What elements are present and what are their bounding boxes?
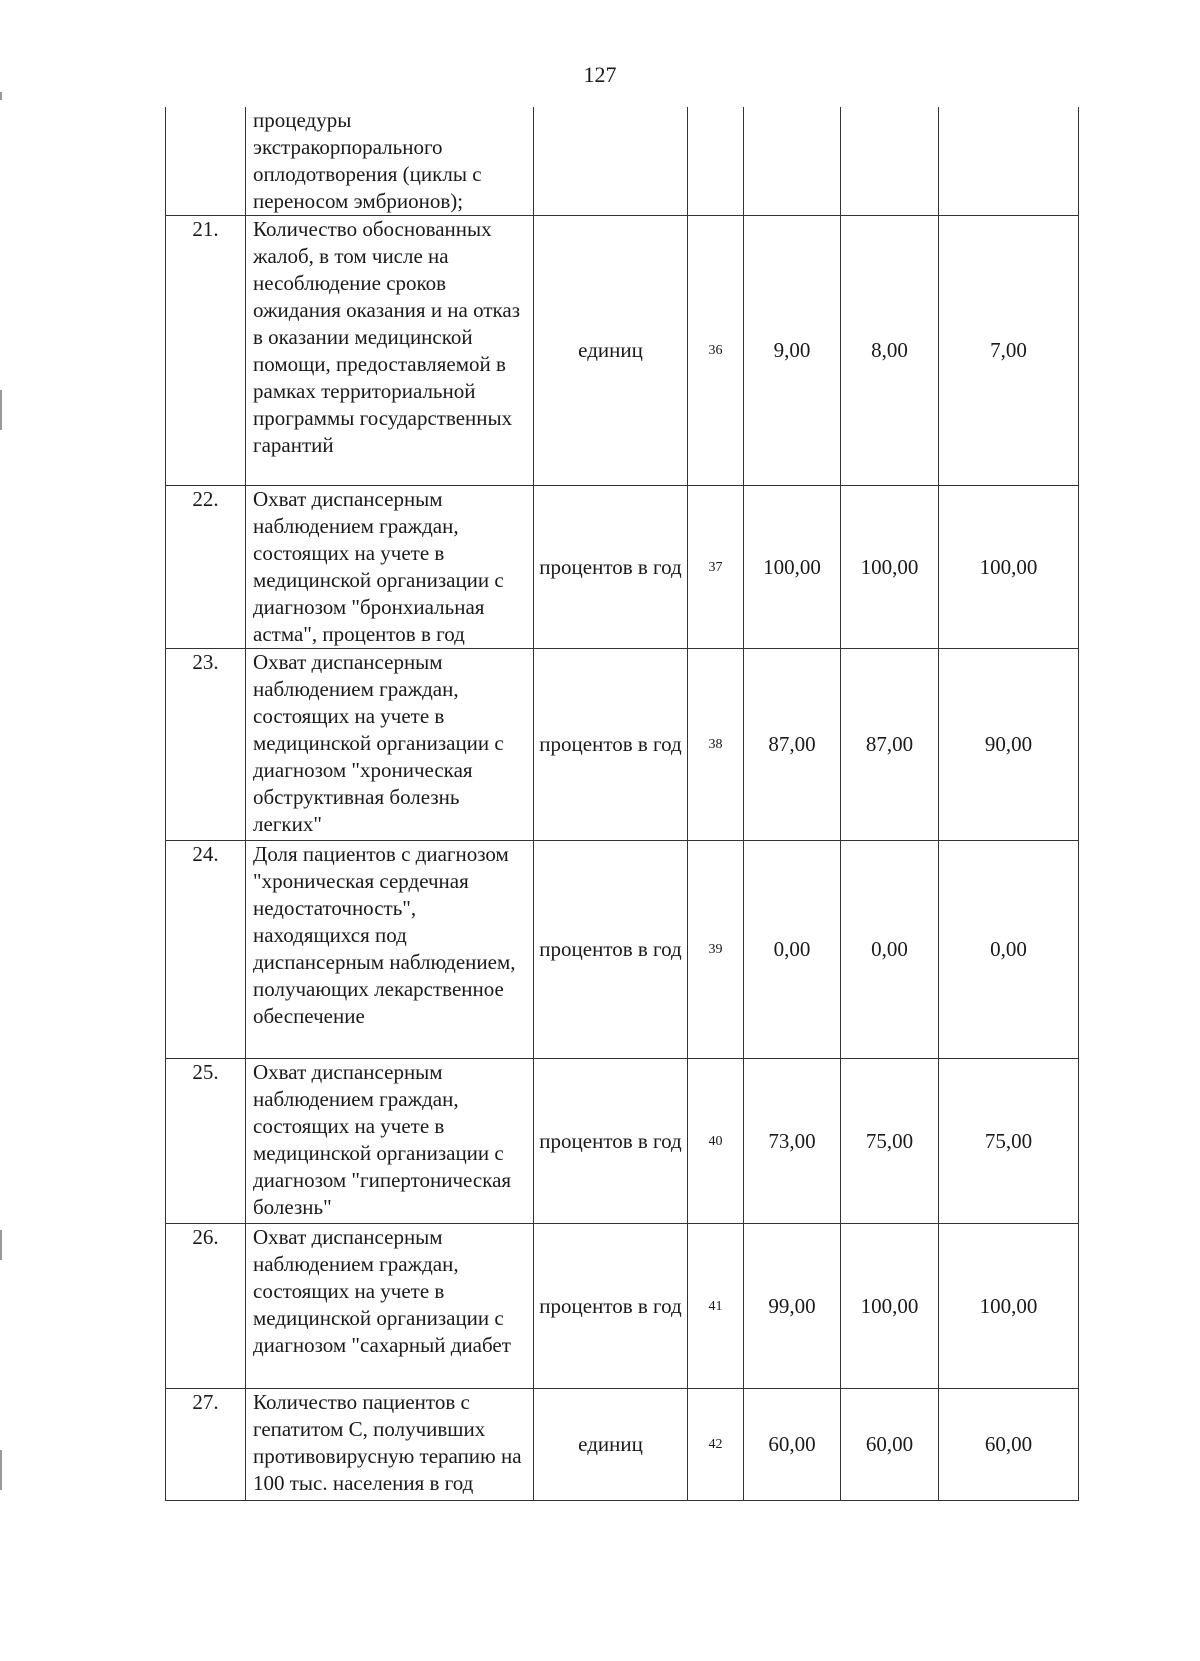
code-cell: 40 — [688, 1059, 744, 1224]
value-3: 0,00 — [939, 841, 1079, 1059]
indicator-name: Количество обоснованных жалоб, в том числе на несоблюдение сроков ожидания оказания и на отказ в оказании медицинской помощи, предоставляемой в рамках территориальной программы государственных гарантий — [246, 216, 534, 486]
table-row — [166, 649, 1079, 841]
unit-cell: процентов в год — [534, 1059, 688, 1224]
table-row — [166, 107, 1079, 216]
table-row — [166, 216, 1079, 486]
indicator-name: Количество пациентов с гепатитом С, получивших противовирусную терапию на 100 тыс. населения в год — [246, 1389, 534, 1501]
row-number: 26. — [166, 1224, 246, 1389]
table-row — [166, 486, 1079, 649]
value-2: 100,00 — [841, 486, 939, 649]
value-1: 9,00 — [744, 216, 841, 486]
row-number: 22. — [166, 486, 246, 649]
value-3 — [939, 107, 1079, 216]
value-3: 75,00 — [939, 1059, 1079, 1224]
row-number: 25. — [166, 1059, 246, 1224]
page-number: 127 — [583, 62, 617, 87]
row-number — [166, 107, 246, 216]
table-row — [166, 841, 1079, 1059]
code-cell — [688, 107, 744, 216]
value-1 — [744, 107, 841, 216]
unit-cell: единиц — [534, 216, 688, 486]
unit-cell: процентов в год — [534, 841, 688, 1059]
code-cell: 37 — [688, 486, 744, 649]
value-2: 100,00 — [841, 1224, 939, 1389]
row-number: 27. — [166, 1389, 246, 1501]
value-1: 73,00 — [744, 1059, 841, 1224]
indicator-name: Охват диспансерным наблюдением граждан, состоящих на учете в медицинской организации с диагнозом "сахарный диабет — [246, 1224, 534, 1389]
value-2: 0,00 — [841, 841, 939, 1059]
code-cell: 42 — [688, 1389, 744, 1501]
unit-cell — [534, 107, 688, 216]
indicators-table — [165, 107, 1079, 1501]
indicator-name: Доля пациентов с диагнозом "хроническая сердечная недостаточность", находящихся под диспансерным наблюдением, получающих лекарственное обеспечение — [246, 841, 534, 1059]
unit-cell: единиц — [534, 1389, 688, 1501]
indicator-name: Охват диспансерным наблюдением граждан, состоящих на учете в медицинской организации с диагнозом "хроническая обструктивная болезнь легких" — [246, 649, 534, 841]
row-number: 21. — [166, 216, 246, 486]
table-row — [166, 1059, 1079, 1224]
row-number: 24. — [166, 841, 246, 1059]
value-1: 100,00 — [744, 486, 841, 649]
row-number: 23. — [166, 649, 246, 841]
value-1: 0,00 — [744, 841, 841, 1059]
value-3: 100,00 — [939, 1224, 1079, 1389]
table-row — [166, 1224, 1079, 1389]
value-2: 75,00 — [841, 1059, 939, 1224]
table-row — [166, 1389, 1079, 1501]
value-3: 100,00 — [939, 486, 1079, 649]
indicator-name: процедуры экстракорпорального оплодотворения (циклы с переносом эмбрионов); — [246, 107, 534, 216]
value-2: 87,00 — [841, 649, 939, 841]
code-cell: 39 — [688, 841, 744, 1059]
unit-cell: процентов в год — [534, 649, 688, 841]
code-cell: 36 — [688, 216, 744, 486]
value-2: 60,00 — [841, 1389, 939, 1501]
value-3: 60,00 — [939, 1389, 1079, 1501]
indicator-name: Охват диспансерным наблюдением граждан, состоящих на учете в медицинской организации с диагнозом "гипертоническая болезнь" — [246, 1059, 534, 1224]
value-3: 90,00 — [939, 649, 1079, 841]
value-3: 7,00 — [939, 216, 1079, 486]
unit-cell: процентов в год — [534, 486, 688, 649]
code-cell: 41 — [688, 1224, 744, 1389]
unit-cell: процентов в год — [534, 1224, 688, 1389]
code-cell: 38 — [688, 649, 744, 841]
value-2 — [841, 107, 939, 216]
value-2: 8,00 — [841, 216, 939, 486]
value-1: 87,00 — [744, 649, 841, 841]
value-1: 99,00 — [744, 1224, 841, 1389]
indicator-name: Охват диспансерным наблюдением граждан, состоящих на учете в медицинской организации с диагнозом "бронхиальная астма", процентов в год — [246, 486, 534, 649]
value-1: 60,00 — [744, 1389, 841, 1501]
